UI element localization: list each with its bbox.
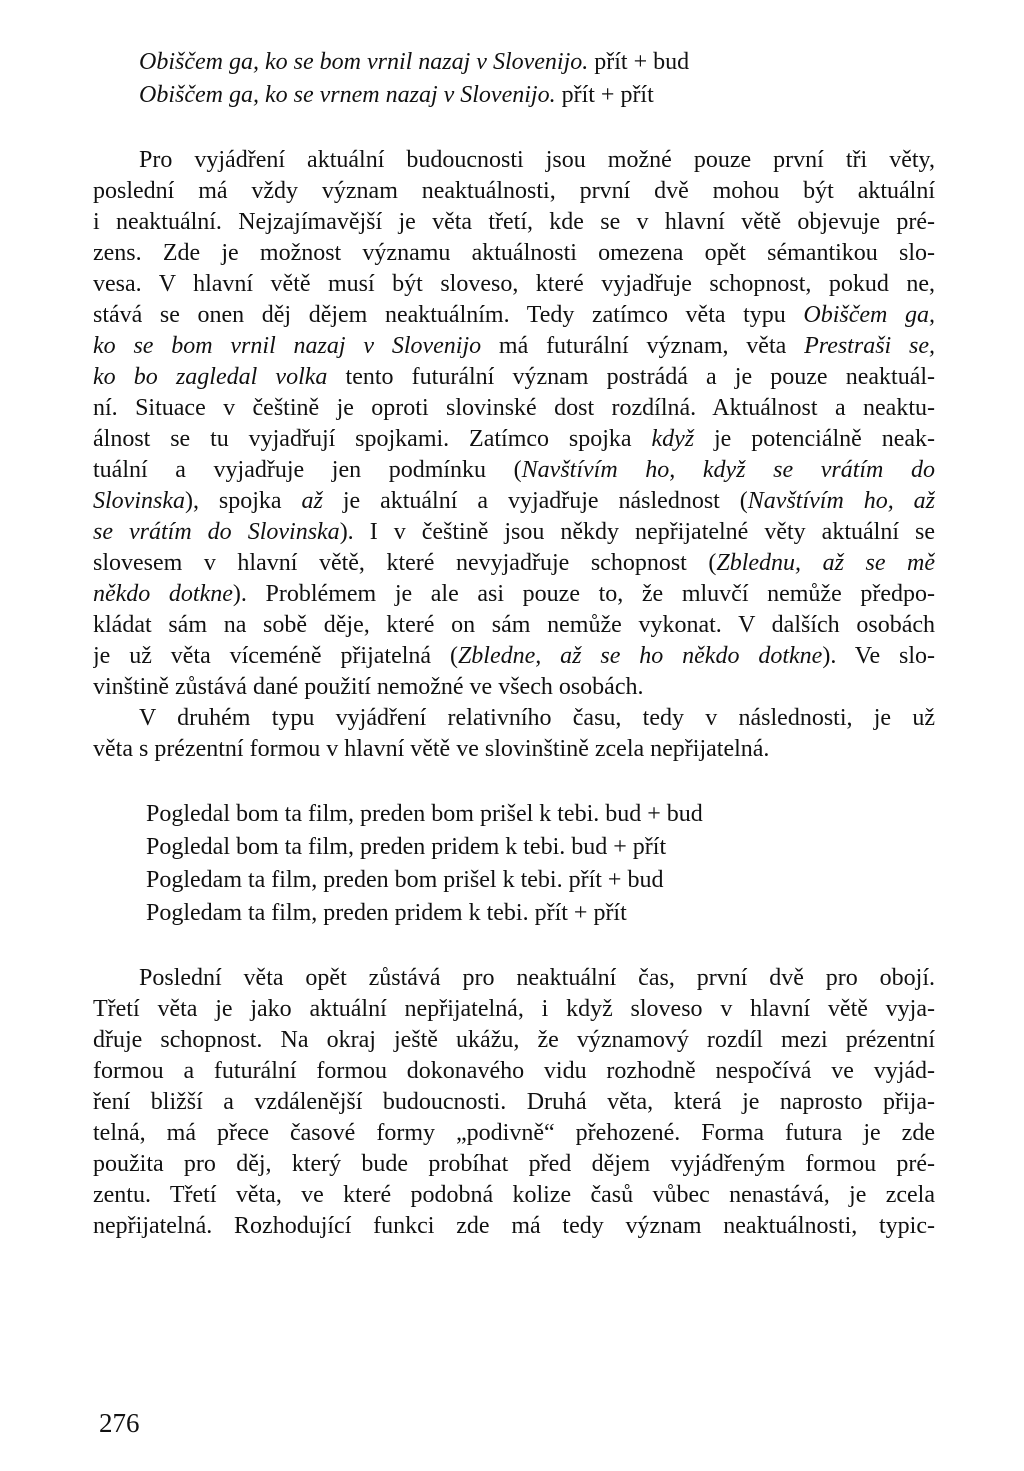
example-line — [139, 46, 935, 79]
example-line — [139, 79, 935, 112]
text-line: ření bližší a vzdálenější budoucnosti. Druhá věta, která je naprosto přija- — [93, 1089, 935, 1115]
text-line: Poslední věta opět zůstává pro neaktuální čas, první dvě pro obojí. — [139, 965, 935, 991]
text-line: zentu. Třetí věta, ve které podobná kolize časů vůbec nenastává, je zcela — [93, 1182, 935, 1208]
example-line — [146, 897, 935, 930]
example-sentence: Obiščem ga, ko se bom vrnil nazaj v Slovenijo. — [139, 49, 589, 75]
text-line: Slovinska), spojka až je aktuální a vyjadřuje následnost (Navštívím ho, až — [93, 488, 935, 514]
example-tense: bud + bud — [599, 801, 703, 827]
example-block-top — [139, 46, 935, 112]
text-line: formou a futurální formou dokonavého vidu rozhodně nespočívá ve vyjád- — [93, 1058, 935, 1084]
example-tense: přít + přít — [528, 900, 627, 926]
text-line: dřuje schopnost. Na okraj ještě ukážu, že významový rozdíl mezi prézentní — [93, 1027, 935, 1053]
text-line: i neaktuální. Nejzajímavější je věta třetí, kde se v hlavní větě objevuje pré- — [93, 209, 935, 235]
example-block-middle — [146, 798, 935, 930]
page-number: 276 — [99, 1408, 140, 1438]
text-line: poslední má vždy význam neaktuálnosti, první dvě mohou být aktuální — [93, 178, 935, 204]
example-tense: přít + bud — [588, 49, 690, 75]
text-line: stává se onen děj dějem neaktuálním. Tedy zatímco věta typu Obiščem ga, — [93, 302, 935, 328]
text-line: V druhém typu vyjádření relativního času, tedy v následnosti, je už — [139, 705, 935, 731]
paragraph-3 — [93, 963, 935, 1242]
example-sentence: Pogledal bom ta film, preden bom prišel k tebi. — [146, 801, 600, 827]
text-line: nepřijatelná. Rozhodující funkci zde má tedy význam neaktuálnosti, typic- — [93, 1213, 935, 1239]
text-line: někdo dotkne). Problémem je ale asi pouze to, že mluvčí nemůže předpo- — [93, 581, 935, 607]
text-line: věta s prézentní formou v hlavní větě ve slovinštině zcela nepřijatelná. — [93, 736, 770, 762]
text-line: ní. Situace v češtině je oproti slovinské dost rozdílná. Aktuálnost a neaktu- — [93, 395, 935, 421]
text-line: ko bo zagledal volka tento futurální význam postrádá a je pouze neaktuál- — [93, 364, 935, 390]
text-line: telná, má přece časové formy „podivně“ přehozené. Forma futura je zde — [93, 1120, 935, 1146]
text-line: kládat sám na sobě děje, které on sám nemůže vykonat. V dalších osobách — [93, 612, 935, 638]
text-line: zens. Zde je možnost významu aktuálnosti omezena opět sémantikou slo- — [93, 240, 935, 266]
example-sentence: Pogledam ta film, preden pridem k tebi. — [146, 900, 529, 926]
example-sentence: Pogledam ta film, preden bom prišel k tebi. — [146, 867, 563, 893]
paragraph-2 — [93, 703, 935, 765]
text-line: je už věta víceméně přijatelná (Zbledne, až se ho někdo dotkne). Ve slo- — [93, 643, 935, 669]
example-tense: bud + přít — [565, 834, 667, 860]
example-line — [146, 798, 935, 831]
text-line: použita pro děj, který bude probíhat před dějem vyjádřeným formou pré- — [93, 1151, 935, 1177]
page-content — [93, 46, 935, 1242]
text-line: tuální a vyjadřuje jen podmínku (Navštívím ho, když se vrátím do — [93, 457, 935, 483]
text-line: vesa. V hlavní větě musí být sloveso, které vyjadřuje schopnost, pokud ne, — [93, 271, 935, 297]
example-tense: přít + přít — [555, 82, 654, 108]
example-sentence: Obiščem ga, ko se vrnem nazaj v Slovenijo. — [139, 82, 556, 108]
text-line: vinštině zůstává dané použití nemožné ve všech osobách. — [93, 674, 644, 700]
text-line: Pro vyjádření aktuální budoucnosti jsou možné pouze první tři věty, — [139, 147, 935, 173]
paragraph-1 — [93, 145, 935, 703]
example-line — [146, 831, 935, 864]
example-line — [146, 864, 935, 897]
example-tense: přít + bud — [562, 867, 664, 893]
text-line: Třetí věta je jako aktuální nepřijatelná, i když sloveso v hlavní větě vyja- — [93, 996, 935, 1022]
example-sentence: Pogledal bom ta film, preden pridem k tebi. — [146, 834, 566, 860]
text-line: se vrátím do Slovinska). I v češtině jsou někdy nepřijatelné věty aktuální se — [93, 519, 935, 545]
text-line: álnost se tu vyjadřují spojkami. Zatímco spojka když je potenciálně neak- — [93, 426, 935, 452]
text-line: slovesem v hlavní větě, které nevyjadřuje schopnost (Zblednu, až se mě — [93, 550, 935, 576]
text-line: ko se bom vrnil nazaj v Slovenijo má futurální význam, věta Prestraši se, — [93, 333, 935, 359]
